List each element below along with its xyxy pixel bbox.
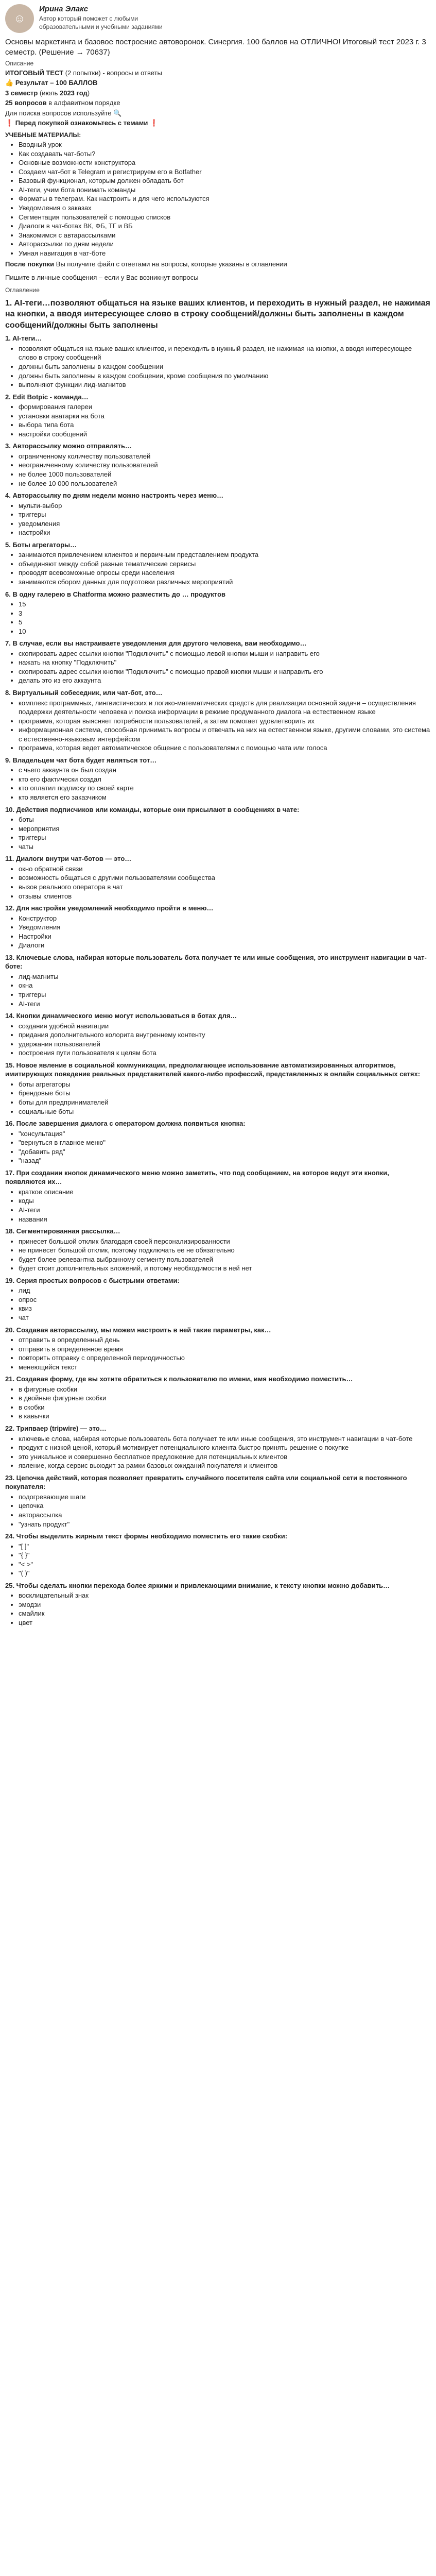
answer-option: • отзывы клиентов — [19, 892, 431, 901]
answer-option: • должны быть заполнены в каждом сообщении — [19, 362, 431, 371]
answer-option: • в двойные фигурные скобки — [19, 1394, 431, 1403]
answer-option: • выполняют функции лид-магнитов — [19, 380, 431, 389]
answer-option: • отправить в определенное время — [19, 1345, 431, 1354]
answer-option: • названия — [19, 1215, 431, 1224]
answer-option: • настройки сообщений — [19, 430, 431, 439]
answer-option: • отправить в определенный день — [19, 1335, 431, 1345]
answer-option: • построения пути пользователя к целям бота — [19, 1048, 431, 1058]
before-buy-warning: ❗ Перед покупкой ознакомьтесь с темами ❗ — [5, 119, 159, 127]
answer-option: • кто оплатил подписку по своей карте — [19, 784, 431, 793]
question-title: 2. Edit Botpic - команда… — [5, 393, 89, 401]
answer-option: • настройки — [19, 528, 431, 537]
answer-option: • мероприятия — [19, 824, 431, 834]
answer-options — [5, 1129, 431, 1165]
answer-option: • менеющийся текст — [19, 1363, 431, 1372]
answer-option: • неограниченному количеству пользователей — [19, 461, 431, 470]
answer-option: • боты для предпринимателей — [19, 1098, 431, 1107]
question-title: 15. Новое явление в социальной коммуникации, предполагающее использование автоматизированных алгоритмов, имитирующих поведение реальных представителей какого-либо профессий, представленных в онлайн социальных сетях: — [5, 1061, 421, 1078]
answer-options — [5, 1542, 431, 1578]
answer-option: • цепочка — [19, 1501, 431, 1511]
answer-options — [5, 452, 431, 488]
answer-option: • делать это из его аккаунта — [19, 676, 431, 685]
thumbs-up-icon: 👍 — [5, 79, 14, 87]
answer-option: • авторассылка — [19, 1511, 431, 1520]
toc-lead-question: 1. AI-теги…позволяют общаться на языке ваших клиентов, и переходить в нужный раздел, не нажимая на кнопки, а вводя интересующее слово в строку сообщений/должны быть заполнены в каждом сообщений/должны быть заполнены — [5, 298, 430, 330]
answer-option: • скопировать адрес ссылки кнопки "Подключить" с помощью левой кнопки мыши и направить его — [19, 649, 431, 658]
write-hint: Пишите в личные сообщения – если у Вас возникнут вопросы — [5, 273, 199, 281]
answer-option: • занимаются привлечением клиентов и первичным представлением продукта — [19, 550, 431, 560]
answer-option: • выбора типа бота — [19, 420, 431, 430]
answer-option: • "[ ]" — [19, 1542, 431, 1551]
answer-option: • с чьего аккаунта он был создан — [19, 766, 431, 775]
answer-options — [5, 815, 431, 851]
answer-options — [5, 344, 431, 389]
page-title: Основы маркетинга и базовое построение автоворонок. Синергия. 100 баллов на ОТЛИЧНО! Итоговый тест 2023 г. 3 семестр. (Решение → 70637) — [5, 38, 426, 57]
answer-option: • чаты — [19, 842, 431, 852]
question-title: 7. В случае, если вы настраиваете уведомления для другого человека, вам необходимо… — [5, 639, 307, 648]
question-title: 25. Чтобы сделать кнопки перехода более яркими и привлекающими внимание, к тексту кнопки можно добавить… — [5, 1581, 390, 1589]
answer-options — [5, 1188, 431, 1224]
materials-heading: УЧЕБНЫЕ МАТЕРИАЛЫ: — [5, 131, 81, 139]
author-description: Автор который поможет с любыми образовательными и учебными заданиями — [39, 15, 163, 31]
answer-option: • в фигурные скобки — [19, 1385, 431, 1394]
toc-label: Оглавление — [5, 286, 40, 294]
answer-option: • Уведомления — [19, 923, 431, 932]
answer-options — [5, 1591, 431, 1627]
question-title: 4. Авторассылку по дням недели можно настроить через меню… — [5, 492, 224, 500]
author-name[interactable]: Ирина Элакс — [39, 5, 89, 13]
user-avatar-icon[interactable]: ☺ — [5, 4, 34, 33]
question-title: 18. Сегментированная рассылка… — [5, 1227, 120, 1235]
material-item: • Умная навигация в чат-боте — [19, 249, 431, 258]
question-title: 16. После завершения диалога с оператором должна появиться кнопка: — [5, 1120, 246, 1128]
search-hint: Для поиска вопросов используйте 🔍 — [5, 109, 122, 117]
answer-options — [5, 1286, 431, 1322]
answer-option: • лид — [19, 1286, 431, 1295]
answer-option: • эмодзи — [19, 1600, 431, 1609]
answer-option: • брендовые боты — [19, 1089, 431, 1098]
answer-option: • вызов реального оператора в чат — [19, 883, 431, 892]
questions-line — [5, 98, 431, 108]
answer-option: • это уникальное и совершенно бесплатное предложение для потенциальных клиентов — [19, 1452, 431, 1462]
question-title: 6. В одну галерею в Chatforma можно разместить до … продуктов — [5, 590, 226, 598]
test-line-rest: (2 попытки) - вопросы и ответы — [63, 69, 162, 77]
materials-list — [5, 140, 431, 258]
answer-option: • ограниченному количеству пользователей — [19, 452, 431, 461]
questions-rest: в алфавитном порядке — [46, 99, 120, 107]
answer-option: • кто его фактически создал — [19, 775, 431, 784]
answer-options — [5, 766, 431, 802]
answer-option: • должны быть заполнены в каждом сообщении, кроме сообщения по умолчанию — [19, 371, 431, 381]
question-title: 14. Кнопки динамического меню могут использоваться в ботах для… — [5, 1012, 237, 1020]
test-line-bold: ИТОГОВЫЙ ТЕСТ — [5, 69, 64, 77]
answer-option: • позволяют общаться на языке ваших клиентов, и переходить в нужный раздел, не нажимая на кнопки, а вводя интересующее слово в строку сообщений — [19, 344, 431, 362]
answer-option: • боты — [19, 815, 431, 824]
question-title: 24. Чтобы выделить жирным текст формы необходимо поместить его такие скобки: — [5, 1532, 288, 1540]
answer-option: • боты агрегаторы — [19, 1080, 431, 1089]
answer-option: • информационная система, способная принимать вопросы и отвечать на них на естественном языке, другими словами, это система с естественно-языковым интерфейсом — [19, 725, 431, 743]
material-item: • Форматы в телеграм. Как настроить и для чего используются — [19, 194, 431, 204]
answer-option: • окна — [19, 981, 431, 990]
material-item: • Диалоги в чат-ботах ВК, ФБ, ТГ и ВБ — [19, 222, 431, 231]
answer-options — [5, 402, 431, 438]
answer-option: • формирования галереи — [19, 402, 431, 412]
question-title: 19. Серия простых вопросов с быстрыми ответами: — [5, 1276, 180, 1284]
answer-options — [5, 1237, 431, 1273]
material-item: • Создаем чат-бот в Telegram и регистрируем его в Botfather — [19, 167, 431, 177]
semester-bold: 3 семестр — [5, 89, 38, 97]
answer-options — [5, 865, 431, 901]
answer-option: • придания дополнительного колорита внутреннему контенту — [19, 1030, 431, 1040]
after-buy-line — [5, 260, 431, 269]
answer-option: • триггеры — [19, 833, 431, 842]
answer-option: • краткое описание — [19, 1188, 431, 1197]
material-item: • Базовый функционал, которым должен обладать бот — [19, 176, 431, 185]
answer-options — [5, 1335, 431, 1371]
question-title: 13. Ключевые слова, набирая которые пользователь бота получает те или иные сообщения, это инструмент навигации в чат-боте: — [5, 953, 427, 971]
semester-line — [5, 89, 431, 98]
answer-option: • повторить отправку с определенной периодичностью — [19, 1353, 431, 1363]
answer-option: • 15 — [19, 600, 431, 609]
answer-option: • не принесет большой отклик, поэтому подключать ее не обязательно — [19, 1246, 431, 1255]
answer-options — [5, 699, 431, 753]
answer-option: • триггеры — [19, 510, 431, 519]
answer-option: • 3 — [19, 609, 431, 618]
answer-option: • "узнать продукт" — [19, 1520, 431, 1529]
answer-option: • объединяют между собой разные тематические сервисы — [19, 560, 431, 569]
answer-option: • окно обратной связи — [19, 865, 431, 874]
answer-option: • в кавычки — [19, 1412, 431, 1421]
answer-option: • 10 — [19, 627, 431, 636]
year-bold: 2023 год — [59, 89, 88, 97]
question-title: 1. AI-теги… — [5, 334, 42, 343]
answer-option: • занимаются сбором данных для подготовки различных мероприятий — [19, 578, 431, 587]
answer-options — [5, 914, 431, 950]
semester-rest: (июль — [38, 89, 60, 97]
question-title: 23. Цепочка действий, которая позволяет превратить случайного посетителя сайта или социальной сети в постоянного покупателя: — [5, 1473, 407, 1491]
answer-option: • Диалоги — [19, 941, 431, 950]
question-title: 20. Создавая авторассылку, мы можем настроить в ней такие параметры, как… — [5, 1326, 271, 1334]
answer-option: • "( )" — [19, 1569, 431, 1578]
material-item: • Уведомления о заказах — [19, 204, 431, 213]
answer-options — [5, 1493, 431, 1529]
question-title: 10. Действия подписчиков или команды, которые они присылают в сообщениях в чате: — [5, 805, 300, 814]
answer-option: • нажать на кнопку "Подключить" — [19, 658, 431, 667]
answer-option: • удержания пользователей — [19, 1040, 431, 1049]
answer-option: • Конструктор — [19, 914, 431, 923]
material-item: • Сегментация пользователей с помощью списков — [19, 213, 431, 222]
author-block — [5, 4, 431, 33]
answer-option: • AI-теги — [19, 1206, 431, 1215]
material-item: • Знакомимся с автарассылками — [19, 231, 431, 240]
answer-options — [5, 972, 431, 1008]
question-title: 5. Боты агрегаторы… — [5, 540, 77, 549]
answer-option: • продукт с низкой ценой, который мотивирует потенциального клиента быстро принять решение о покупке — [19, 1443, 431, 1452]
answer-option: • квиз — [19, 1304, 431, 1313]
question-title: 12. Для настройки уведомлений необходимо пройти в меню… — [5, 904, 214, 912]
answer-options — [5, 550, 431, 586]
question-title: 9. Владельцем чат бота будет являться тот… — [5, 756, 157, 764]
answer-option: • установки аватарки на бота — [19, 412, 431, 421]
answer-option: • смайлик — [19, 1609, 431, 1618]
material-item: • Авторассылки по дням недели — [19, 240, 431, 249]
question-title: 22. Трипваер (tripwire) — это… — [5, 1425, 107, 1433]
answer-option: • "< >" — [19, 1560, 431, 1569]
answer-option: • будет более релевантна выбранному сегменту пользователей — [19, 1255, 431, 1264]
answer-option: • AI-теги — [19, 999, 431, 1009]
answer-options — [5, 501, 431, 537]
answer-option: • "назад" — [19, 1156, 431, 1165]
answer-option: • будет стоит дополнительных вложений, и потому необходимости в ней нет — [19, 1264, 431, 1273]
answer-option: • в скобки — [19, 1403, 431, 1412]
answer-options — [5, 600, 431, 636]
answer-option: • проводят всевозможные опросы среди населения — [19, 568, 431, 578]
answer-option: • создания удобной навигации — [19, 1022, 431, 1031]
answer-option: • опрос — [19, 1295, 431, 1304]
answer-option: • цвет — [19, 1618, 431, 1628]
answer-option: • не более 10 000 пользователей — [19, 479, 431, 488]
answer-option: • комплекс программных, лингвистических и логико-математических средств для реализации основной задачи – осуществления поддержки деятельности человека и поиска информации в режиме продуманного диалога на естественном языке — [19, 699, 431, 717]
after-buy-bold: После покупки — [5, 260, 55, 268]
answer-options — [5, 649, 431, 685]
answer-options — [5, 1080, 431, 1116]
question-title: 17. При создании кнопок динамического меню можно заметить, что под сообщением, на которое ведут эти кнопки, появляются их… — [5, 1168, 389, 1186]
answer-option: • ключевые слова, набирая которые пользователь бота получает те или иные сообщения, это инструмент навигации в чат-боте — [19, 1434, 431, 1444]
answer-option: • восклицательный знак — [19, 1591, 431, 1600]
answer-option: • "консультация" — [19, 1129, 431, 1139]
question-title: 8. Виртуальный собеседник, или чат-бот, это… — [5, 689, 163, 697]
answer-option: • "вернуться в главное меню" — [19, 1138, 431, 1147]
answer-options — [5, 1434, 431, 1470]
material-item: • Основные возможности конструктора — [19, 158, 431, 167]
year-close: ) — [87, 89, 90, 97]
answer-options — [5, 1022, 431, 1058]
result-line — [5, 78, 431, 88]
answer-option: • программа, которая ведет автоматическое общение с пользователями с помощью чата или голоса — [19, 743, 431, 753]
answer-option: • не более 1000 пользователей — [19, 470, 431, 479]
result-text: Результат – 100 БАЛЛОВ — [15, 79, 98, 87]
question-title: 11. Диалоги внутри чат-ботов — это… — [5, 855, 132, 863]
after-buy-rest: Вы получите файл с ответами на вопросы, которые указаны в оглавлении — [54, 260, 287, 268]
answer-option: • явление, когда сервис выходит за рамки базовых ожиданий покупателя и клиентов — [19, 1461, 431, 1470]
questions-list — [5, 334, 431, 1627]
questions-bold: 25 вопросов — [5, 99, 47, 107]
material-item: • AI-теги, учим бота понимать команды — [19, 185, 431, 195]
answer-option: • чат — [19, 1313, 431, 1323]
question-title: 3. Авторассылку можно отправлять… — [5, 442, 132, 450]
answer-option: • 5 — [19, 618, 431, 627]
answer-option: • возможность общаться с другими пользователями сообщества — [19, 873, 431, 883]
answer-option: • скопировать адрес ссылки кнопки "Подключить" с помощью правой кнопки мыши и направить его — [19, 667, 431, 676]
answer-option: • "добавить ряд" — [19, 1147, 431, 1157]
answer-option: • принесет большой отклик благодаря своей персонализированности — [19, 1237, 431, 1246]
answer-option: • кто является его заказчиком — [19, 793, 431, 802]
answer-option: • "{ }" — [19, 1551, 431, 1560]
material-item: • Вводный урок — [19, 140, 431, 149]
question-title: 21. Создавая форму, где вы хотите обратиться к пользователю по имени, имя необходимо поместить… — [5, 1375, 353, 1383]
test-line — [5, 69, 431, 78]
answer-option: • социальные боты — [19, 1107, 431, 1116]
answer-option: • программа, которая выясняет потребности пользователей, а затем помогает удовлетворить их — [19, 717, 431, 726]
answer-option: • Настройки — [19, 932, 431, 941]
answer-option: • лид-магниты — [19, 972, 431, 981]
answer-options — [5, 1385, 431, 1421]
answer-option: • подогревающие шаги — [19, 1493, 431, 1502]
material-item: • Как создавать чат-боты? — [19, 149, 431, 159]
answer-option: • триггеры — [19, 990, 431, 999]
answer-option: • уведомления — [19, 519, 431, 529]
answer-option: • коды — [19, 1196, 431, 1206]
description-label: Описание — [5, 59, 34, 67]
answer-option: • мульти-выбор — [19, 501, 431, 511]
